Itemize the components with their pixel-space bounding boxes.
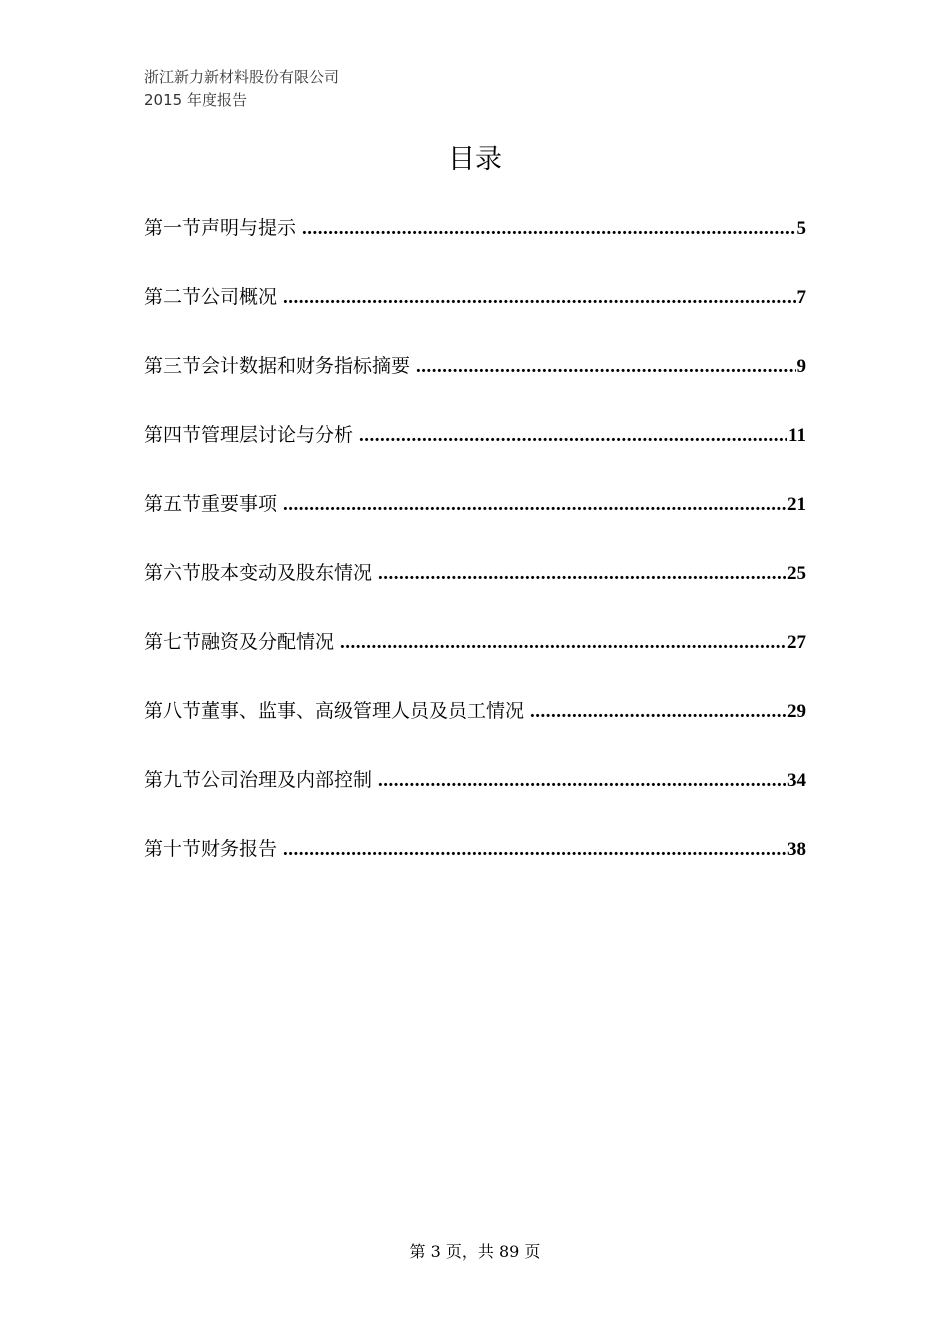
toc-entry-page: 25 [787,563,806,584]
page-title: 目录 [448,144,502,175]
toc-entry-3[interactable] [144,347,806,416]
toc-entry-4[interactable] [144,416,806,485]
toc-entry-label: 第五节重要事项 [144,493,278,515]
dot-leader [283,831,786,869]
toc-entry-2[interactable] [144,278,806,347]
toc-entry-page: 21 [787,494,806,515]
toc-entry-8[interactable] [144,692,806,761]
dot-leader [530,693,786,731]
toc-entry-page: 7 [796,287,806,308]
dot-leader [283,279,795,317]
dot-leader [302,210,795,248]
dot-leader [416,348,795,386]
toc-entry-6[interactable] [144,554,806,623]
dot-leader [359,417,787,455]
toc-entry-page: 29 [787,701,806,722]
toc-entry-page: 11 [788,425,806,446]
toc-entry-label: 第一节声明与提示 [144,217,297,239]
toc-entry-label: 第二节公司概况 [144,286,278,308]
toc-entry-10[interactable] [144,830,806,899]
report-name: 2015 年度报告 [144,91,247,109]
toc-entry-label: 第四节管理层讨论与分析 [144,424,354,446]
dot-leader [378,555,786,593]
toc-entry-page: 9 [796,356,806,377]
toc-entry-page: 34 [787,770,806,791]
table-of-contents [144,209,806,899]
dot-leader [378,762,786,800]
toc-entry-label: 第九节公司治理及内部控制 [144,769,373,791]
dot-leader [340,624,786,662]
toc-entry-5[interactable] [144,485,806,554]
page-footer: 第 3 页，共 89 页 [409,1242,541,1261]
toc-entry-page: 27 [787,632,806,653]
toc-entry-1[interactable] [144,209,806,278]
toc-entry-page: 38 [787,839,806,860]
page-header [144,66,339,112]
company-name: 浙江新力新材料股份有限公司 [144,68,340,86]
toc-entry-9[interactable] [144,761,806,830]
toc-entry-label: 第八节董事、监事、高级管理人员及员工情况 [144,700,525,722]
dot-leader [283,486,786,524]
toc-entry-label: 第七节融资及分配情况 [144,631,335,653]
toc-entry-label: 第十节财务报告 [144,838,278,860]
toc-entry-label: 第六节股本变动及股东情况 [144,562,373,584]
toc-entry-label: 第三节会计数据和财务指标摘要 [144,355,411,377]
toc-entry-7[interactable] [144,623,806,692]
toc-entry-page: 5 [796,218,806,239]
